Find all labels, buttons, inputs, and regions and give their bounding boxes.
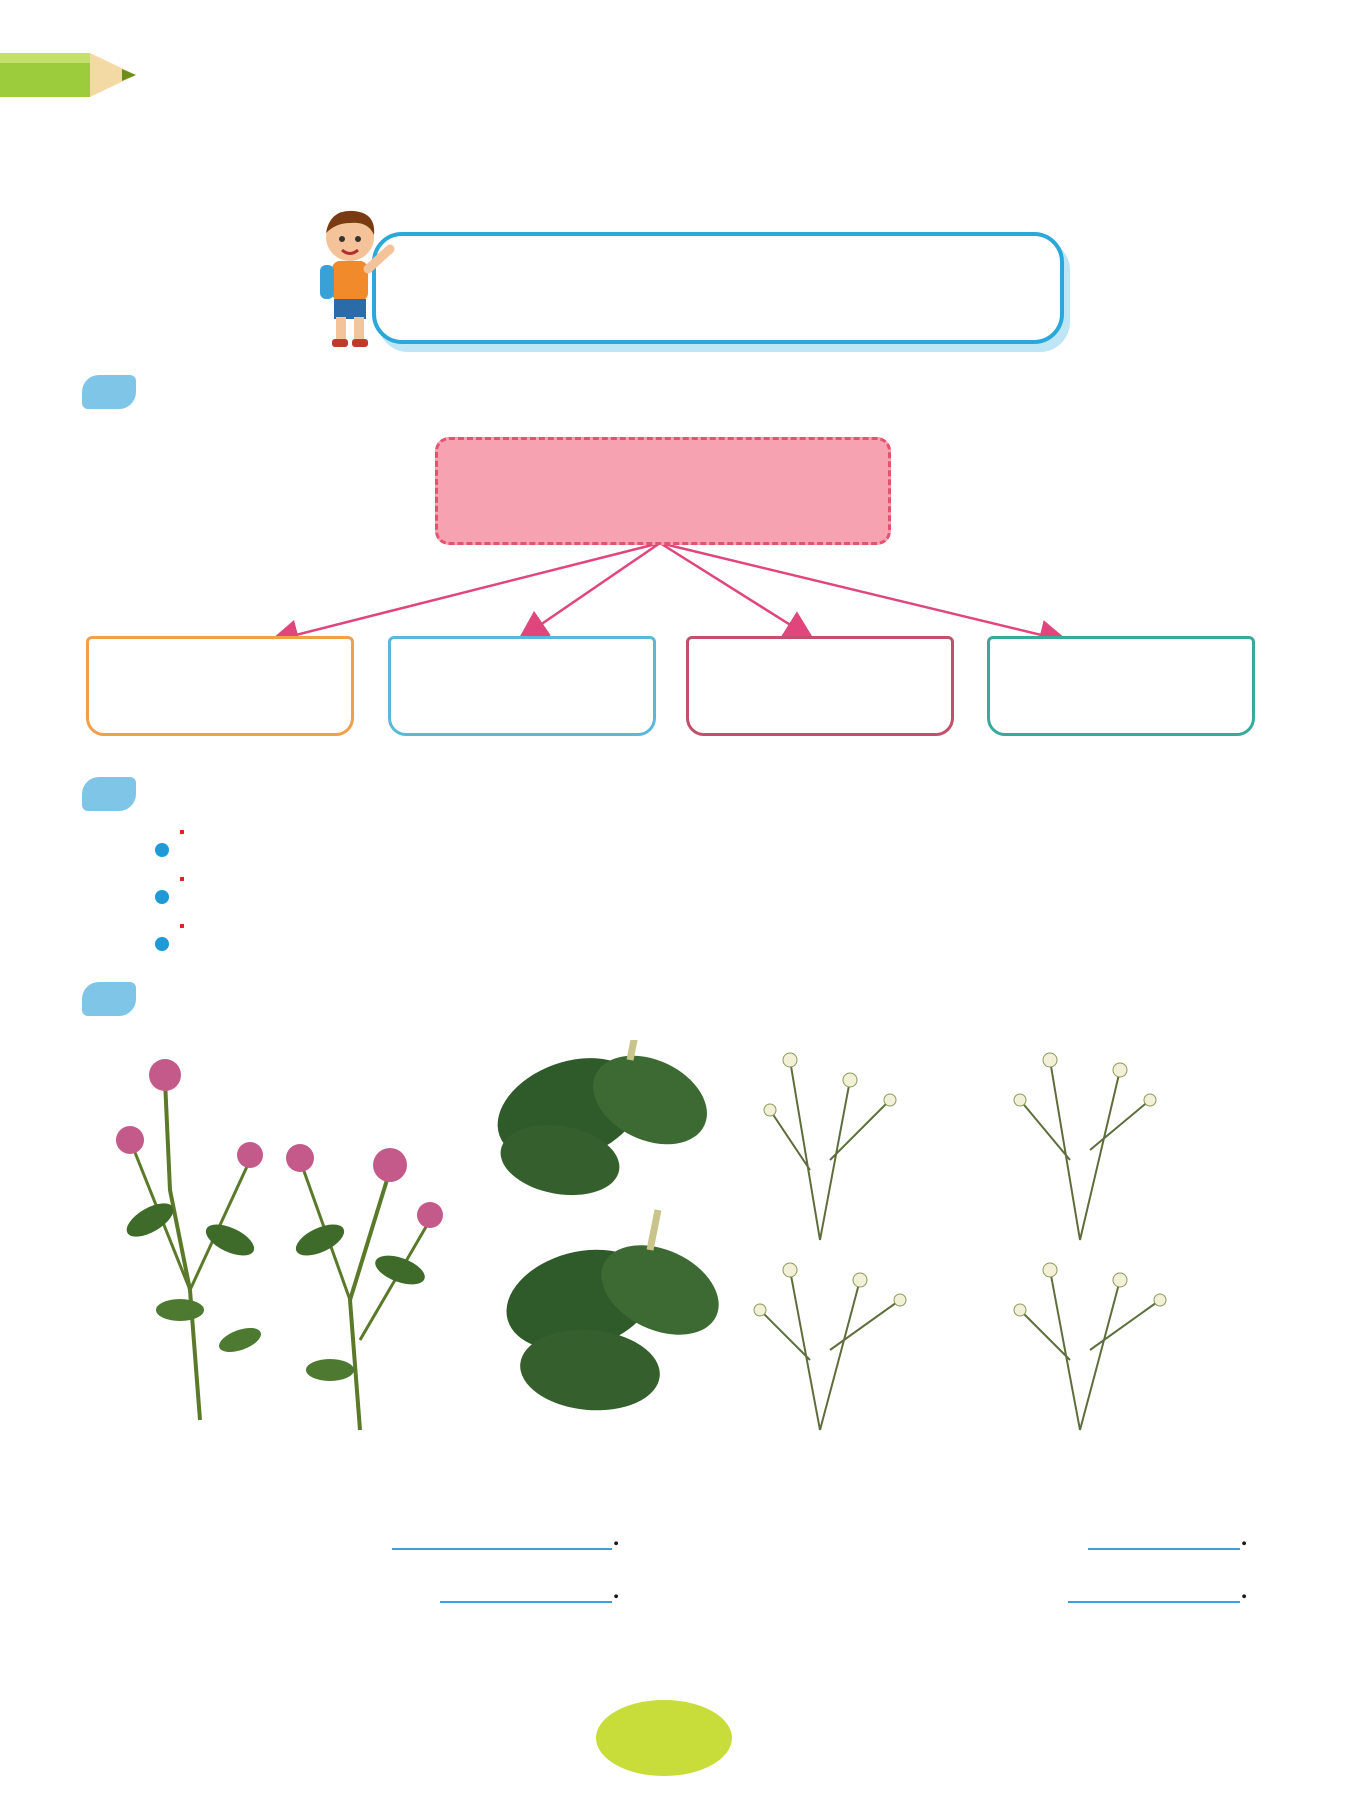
period: . <box>612 1517 621 1553</box>
task-number-3 <box>82 982 136 1016</box>
bullet-icon <box>155 937 169 951</box>
period: . <box>1240 1570 1249 1606</box>
bullet-icon <box>155 890 169 904</box>
task-number-2 <box>82 777 136 811</box>
page-number <box>596 1700 732 1776</box>
clover-plant-icon <box>286 1144 443 1430</box>
plantain-plant-icon <box>495 1210 733 1416</box>
diagram-root-box <box>435 437 891 545</box>
branch-box-conifers[interactable] <box>987 636 1255 736</box>
answer-line <box>392 1546 612 1550</box>
chamomile-plant-icon <box>760 1060 1160 1430</box>
clover-plant-icon <box>116 1059 264 1420</box>
branch-box-mosses[interactable] <box>388 636 656 736</box>
answer-line <box>440 1599 612 1603</box>
plantain-plant-icon <box>483 1040 721 1204</box>
period: . <box>1240 1517 1249 1553</box>
plants-illustration <box>90 1040 1270 1440</box>
branch-box-ferns[interactable] <box>686 636 954 736</box>
branch-box-algae[interactable] <box>86 636 354 736</box>
answer-line <box>1088 1546 1240 1550</box>
bullet-icon <box>155 843 169 857</box>
answer-line <box>1068 1599 1240 1603</box>
period: . <box>612 1570 621 1606</box>
